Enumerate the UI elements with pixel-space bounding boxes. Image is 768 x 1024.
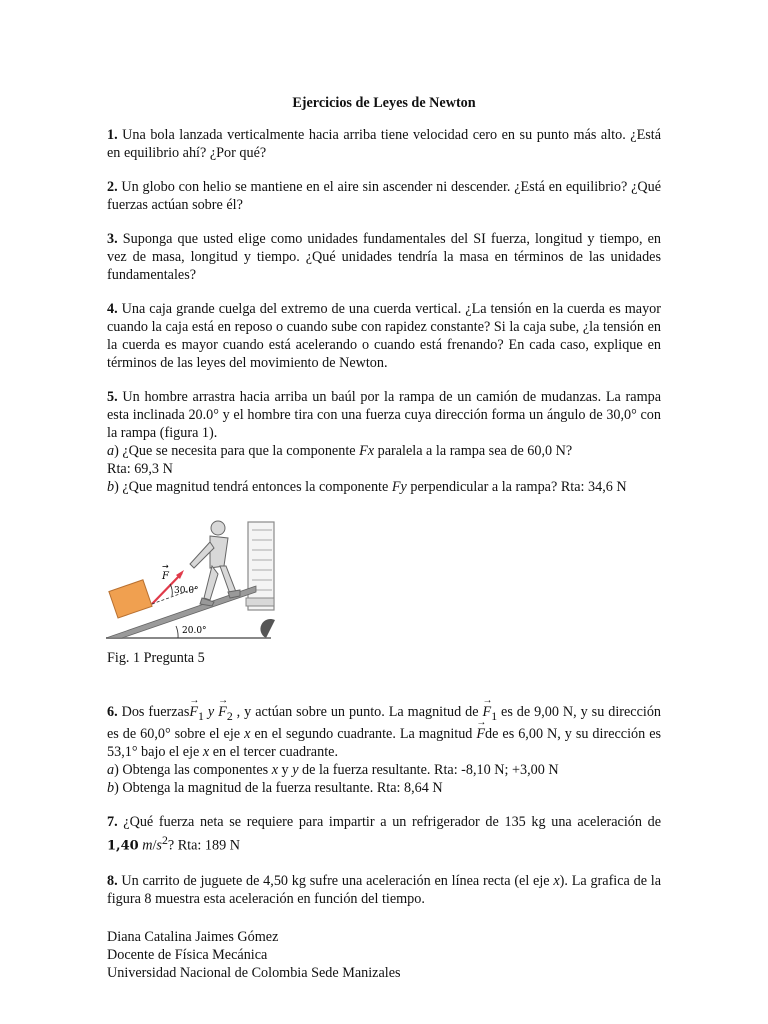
question-text: Un hombre arrastra hacia arriba un baúl por la rampa de un camión de mudanzas. La rampa esta inclinada 20.0° y el hombre tira con una fuerza cuya dirección forma un ángulo de 30,0° con la rampa (figura 1). (107, 389, 662, 441)
question-3 (107, 230, 661, 284)
author-footer (107, 928, 661, 982)
force-label: F (162, 571, 169, 582)
question-number: 7. (107, 813, 118, 830)
force-angle-label: 30.0° (174, 586, 199, 596)
vector-f1: → F (189, 703, 198, 721)
author-name: Diana Catalina Jaimes Gómez (107, 929, 279, 945)
author-institution: Universidad Nacional de Colombia Sede Manizales (107, 965, 401, 981)
ramp-figure (106, 518, 276, 643)
ramp-angle-label: 20.0° (182, 626, 207, 636)
vector-f: → F (476, 725, 485, 743)
author-role: Docente de Física Mecánica (107, 947, 268, 963)
question-8: 8. Un carrito de juguete de 4,50 kg sufre una aceleración en línea recta (el eje x). La grafica de la figura 8 muestra esta aceleración en función del tiempo. (107, 872, 661, 907)
ramp-illustration (106, 518, 276, 643)
question-5b: b) ¿Que magnitud tendrá entonces la componente Fy perpendicular a la rampa? Rta: 34,6 N (107, 479, 627, 495)
document-title: Ejercicios de Leyes de Newton (292, 95, 476, 111)
question-number: 5. (107, 389, 118, 405)
ramp-angle-arc (176, 626, 178, 638)
truck-body (248, 522, 274, 610)
question-5 (107, 388, 661, 496)
question-number: 3. (107, 231, 118, 247)
question-number: 8. (107, 872, 118, 889)
figure-caption: Fig. 1 Pregunta 5 (107, 650, 205, 666)
force-vector-arrow: → (162, 562, 169, 571)
question-number: 4. (107, 301, 118, 317)
question-2 (107, 178, 661, 214)
trunk-box (109, 580, 152, 618)
vector-f1: → F (483, 703, 492, 721)
question-4 (107, 300, 661, 372)
question-text: Una caja grande cuelga del extremo de una cuerda vertical. ¿La tensión en la cuerda es mayor cuando la caja está en reposo o cuando sube con rapidez constante? Si la caja sube, ¿la tensión en la cuerda es mayor cuando está acelerando o cuando está frenando? En cada caso, explique en términos de las leyes del movimiento de Newton. (107, 301, 662, 371)
question-6a: a) Obtenga las componentes x y y de la fuerza resultante. Rta: -8,10 N; +3,00 N (107, 761, 559, 778)
question-6: 6. Dos fuerzas→ $F_1$ $y \to F_2$ , y actúan sobre un punto. La magnitud de → $F_1$ es de 9,00 N, y su dirección es de 60,0° sobre el eje x en el segundo cuadrante. La magnitud → Fde es 6,00 N, y su dirección es 53,1° bajo el eje x en el tercer cuadrante. a) Obtenga las componentes x y y de la fuerza resultante. Rta: -8,10 N; +3,00 N b) Obtenga la magnitud de la fuerza resultante. Rta: 8,64 N (107, 703, 661, 797)
question-5a: a) ¿Que se necesita para que la componente Fx paralela a la rampa sea de 60,0 N? (107, 443, 573, 459)
truck-bumper (246, 598, 274, 606)
question-text: Una bola lanzada verticalmente hacia arriba tiene velocidad cero en su punto más alto. ¿Está en equilibrio ahí? ¿Por qué? (107, 127, 661, 161)
question-7: 7. ¿Qué fuerza neta se requiere para impartir a un refrigerador de 135 kg una aceleración de 1,40 $m/s^2$? Rta: 189 N (107, 813, 662, 854)
document-body (107, 94, 661, 924)
question-text: Suponga que usted elige como unidades fundamentales del SI fuerza, longitud y tiempo, en vez de masa, longitud y tiempo. ¿Qué unidades tendría la masa en términos de las unidades fundamentales? (107, 231, 662, 283)
question-5a-answer: Rta: 69,3 N (107, 461, 173, 477)
vector-f2: → F (218, 703, 227, 721)
question-6b: b) Obtenga la magnitud de la fuerza resultante. Rta: 8,64 N (107, 779, 443, 796)
question-number: 2. (107, 179, 118, 195)
question-text: Un globo con helio se mantiene en el aire sin ascender ni descender. ¿Está en equilibrio? ¿Qué fuerzas actúan sobre él? (107, 179, 661, 213)
question-number: 1. (107, 127, 118, 143)
question-number: 6. (107, 704, 118, 720)
question-1 (107, 126, 661, 162)
truck-wheel (260, 619, 275, 638)
